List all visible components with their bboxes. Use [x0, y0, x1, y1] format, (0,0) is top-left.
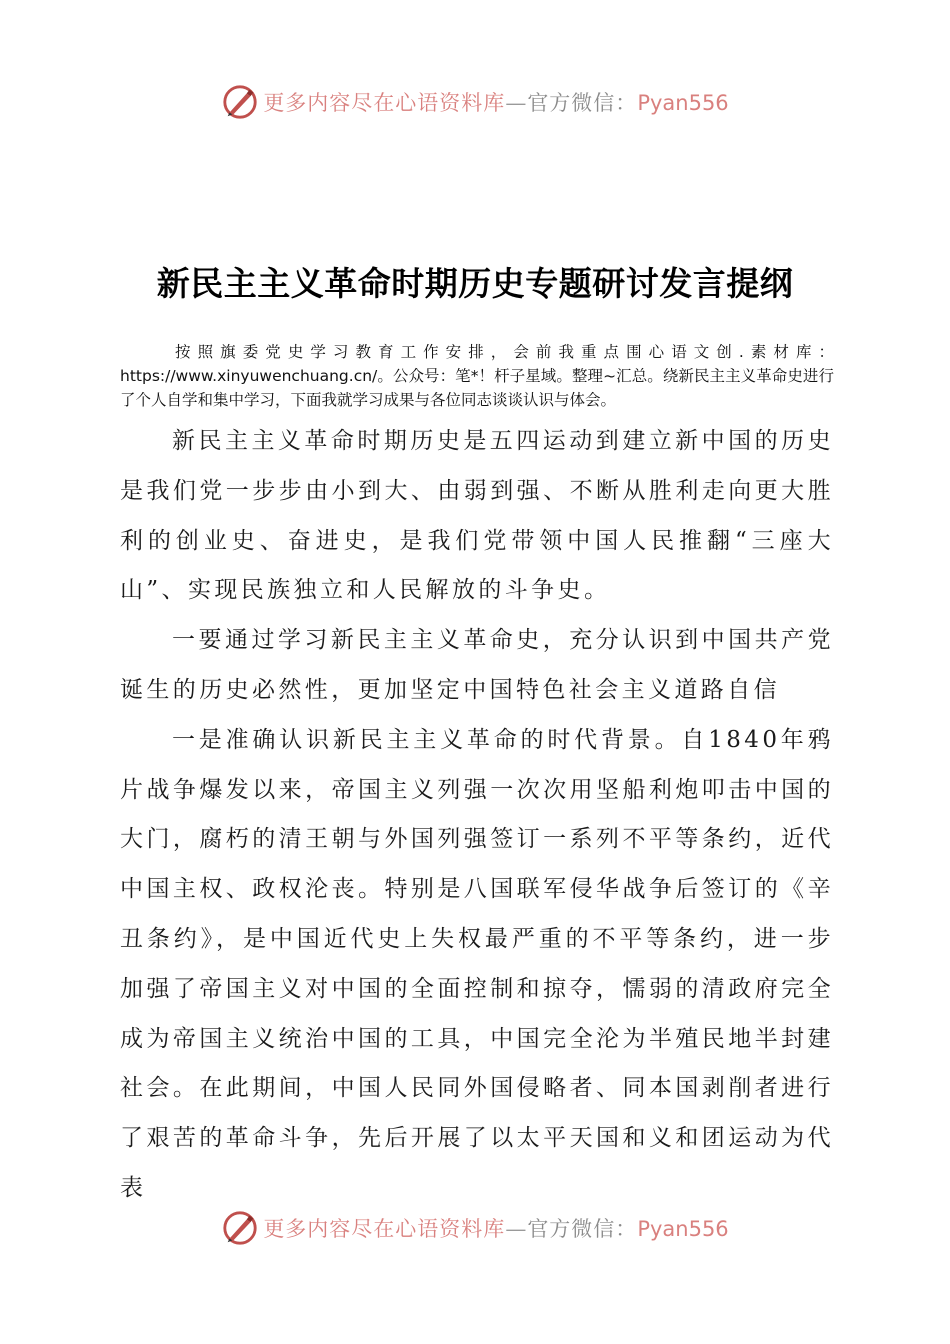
banner-main-text: 更多内容尽在心语资料库 [263, 91, 506, 115]
banner-wechat-id: Pyan556 [637, 91, 729, 115]
banner-main-text: 更多内容尽在心语资料库 [263, 1217, 506, 1241]
banner-label: 官方微信： [527, 1217, 638, 1241]
intro-text: 按照旗委党史学习教育工作安排，会前我重点围心语文创.素材库：https://www.xinyuwenchuang.cn/。公众号：笔*！杆子星域。整理~汇总。绕新民主主义革命史进行了个人自学和集中学习，下面我就学习成果与各位同志谈谈认识与体会。 [120, 343, 834, 409]
banner-wechat-id: Pyan556 [637, 1217, 729, 1241]
document-body [120, 417, 834, 1214]
banner-dash: — [505, 1217, 528, 1241]
pen-circle-logo-icon [221, 83, 259, 121]
banner-dash: — [505, 91, 528, 115]
body-paragraph-3: 一是准确认识新民主主义革命的时代背景。自1840年鸦片战争爆发以来，帝国主义列强一次次用坚船利炮叩击中国的大门，腐朽的清王朝与外国列强签订一系列不平等条约，近代中国主权、政权沦丧。特别是八国联军侵华战争后签订的《辛丑条约》，是中国近代史上失权最严重的不平等条约，进一步加强了帝国主义对中国的全面控制和掠夺，懦弱的清政府完全成为帝国主义统治中国的工具，中国完全沦为半殖民地半封建社会。在此期间，中国人民同外国侵略者、同本国剥削者进行了艰苦的革命斗争，先后开展了以太平天国和义和团运动为代表 [120, 726, 834, 1201]
intro-paragraph [120, 340, 834, 412]
pen-circle-logo-icon [221, 1209, 259, 1247]
banner-label: 官方微信： [527, 91, 638, 115]
footer-banner [0, 1206, 950, 1250]
body-paragraph-2: 一要通过学习新民主主义革命史，充分认识到中国共产党诞生的历史必然性，更加坚定中国特色社会主义道路自信 [120, 627, 834, 703]
document-title: 新民主主义革命时期历史专题研讨发言提纲 [156, 264, 794, 303]
banner-text [263, 87, 728, 117]
body-paragraph-1: 新民主主义革命时期历史是五四运动到建立新中国的历史是我们党一步步由小到大、由弱到强、不断从胜利走向更大胜利的创业史、奋进史，是我们党带领中国人民推翻“三座大山”、实现民族独立和人民解放的斗争史。 [120, 428, 834, 604]
banner-text [263, 1213, 728, 1243]
header-banner [0, 80, 950, 124]
